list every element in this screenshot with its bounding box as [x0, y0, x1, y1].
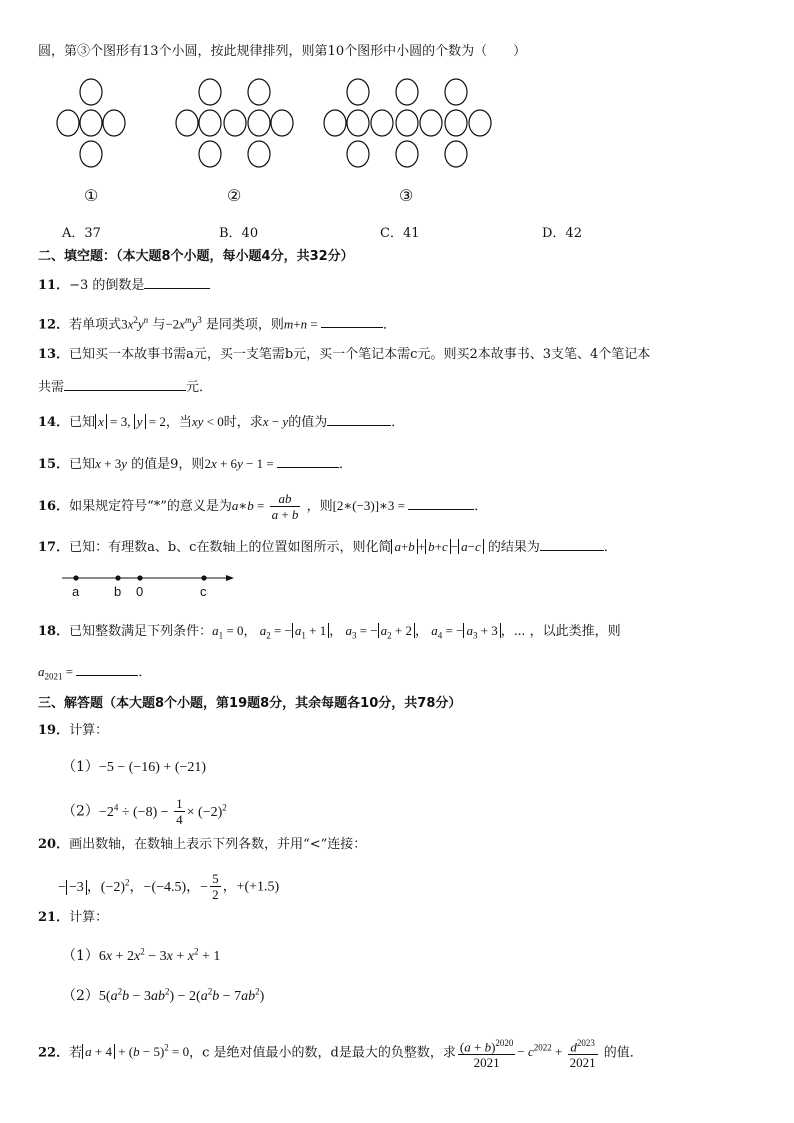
option-c: C．41 [380, 226, 420, 241]
question-13-line2 [38, 378, 212, 397]
question-14: 14．已知 x = 3, y = 2，当xy < 0时，求x − y的值为 ． [38, 414, 405, 430]
q11-text: −3 的倒数是 [69, 278, 145, 293]
q18-pre: 已知整数满足下列条件： [69, 624, 213, 639]
question-19 [38, 722, 108, 740]
q16-tail: ． [474, 499, 488, 514]
q19-p1-label: （1） [62, 759, 99, 775]
q21-number: 21． [38, 910, 70, 925]
q19-part-2: $(2)-2^4 \div (-8)$ − $\frac{1}{4}$ × $(-2)^2$ [62, 796, 227, 828]
q10-tail-text: 圆，第③个图形有13个小圆，按此规律排列，则第10个图形中小圆的个数为（ ） [38, 44, 527, 59]
q11-answer-blank [144, 276, 210, 289]
number-line-label-a: a [72, 584, 80, 599]
option-d: D．42 [542, 226, 582, 241]
section-3-title: 三、解答题（本大题8个小题，第19题8分，其余每题各10分，共78分） [38, 696, 462, 711]
q13-answer-blank [64, 378, 186, 391]
q22-mid: ，c 是绝对值最小的数，d是最大的负整数，求 [189, 1045, 456, 1061]
q16-pre: 如果规定符号“*”的意义是为 [69, 499, 232, 514]
q15-tail: ． [339, 457, 353, 472]
q21-text: 计算： [69, 910, 109, 925]
question-18: 18．已知整数满足下列条件：$a_1 = 0$， $a_2$ = − $a_1 + 1$ ， $a_3$ = − $a_2 + 2$ ， $a_4$ = − $a_3 + 3$ ，⋯ ，以此类推，则 [38, 623, 621, 641]
question-15: 15．已知x + 3y 的值是9，则2x + 6y − 1 = ． [38, 456, 353, 472]
q16-number: 16． [38, 499, 70, 514]
q15-mid: 的值是9，则 [131, 457, 205, 472]
q22-pre: 若 [69, 1045, 83, 1061]
q11-number: 11． [38, 278, 70, 293]
q18-tail: ． [138, 665, 152, 680]
question-12: 12．若单项式$3x^2y^n$ 与$-2x^my^3$ 是同类项，则m+n = ． [38, 315, 396, 333]
q15-answer-blank [277, 455, 339, 468]
q21-p1-label: （1） [62, 948, 99, 964]
question-22: 22．若 $a + 4 + (b - 5)^2 = 0$，c 是绝对值最小的数，d是最大的负整数，求 $\frac{(a + b)^{2020}}{2021}$ − $c^{2022}$ + $\frac{d^{2023}}{2021}$ 的值． [38, 1037, 643, 1070]
q21-part-1: $(1)6x + 2x^2 - 3x + x^2 + 1$ [62, 946, 221, 964]
q14-number: 14． [38, 415, 70, 430]
q14-tail: ． [391, 415, 405, 430]
question-17: 17．已知：有理数a、b、c在数轴上的位置如图所示，则化简 a+b + b+c − a−c 的结果为 ． [38, 539, 617, 555]
q21-part-2: $(2)5(a^2b - 3ab^2) - 2(a^2b - 7ab^2)$ [62, 986, 265, 1004]
question-20 [38, 836, 366, 854]
q17-tail: ． [603, 540, 617, 555]
q13-line2-post: 元． [186, 380, 213, 395]
q16-answer-blank [408, 497, 474, 510]
q17-pre: 已知：有理数a、b、c在数轴上的位置如图所示，则化简 [69, 540, 392, 555]
option-a: A．37 [62, 226, 101, 241]
q20-number: 20． [38, 837, 70, 852]
q18-post: ，以此类推，则 [529, 624, 621, 639]
q13-line1: 已知买一本故事书需a元，买一支笔需b元，买一个笔记本需c元。则买2本故事书、3支笔、4个笔记本 [69, 347, 651, 362]
q14-pre: 已知 [69, 415, 96, 430]
q12-post: 是同类项，则 [205, 317, 284, 333]
q17-number: 17． [38, 540, 70, 555]
q20-numbers: − −3 ，$(-2)^2$，−(−4.5)，− $\frac{5}{2}$ ，+(+1.5) [58, 871, 280, 903]
q15-number: 15． [38, 457, 70, 472]
q15-pre: 已知 [69, 457, 96, 472]
q12-answer-blank [321, 315, 383, 328]
q20-text: 画出数轴，在数轴上表示下列各数，并用“<”连接： [69, 837, 367, 852]
q21-p2-label: （2） [62, 988, 99, 1004]
q18-answer-blank [76, 663, 138, 676]
number-line-label-c: c [200, 584, 207, 599]
q12-pre: 若单项式 [69, 317, 122, 333]
circle-pattern-figures [0, 75, 794, 205]
q14-answer-blank [327, 413, 391, 426]
q13-line2-pre: 共需 [38, 380, 65, 395]
q22-number: 22． [38, 1045, 70, 1061]
q12-tail: ． [382, 317, 396, 333]
number-line [58, 570, 258, 590]
figure-label-3: ③ [399, 186, 414, 205]
q14-post: 的值为 [288, 415, 328, 430]
question-11 [38, 276, 210, 295]
q19-number: 19． [38, 723, 70, 738]
question-21 [38, 909, 108, 927]
q19-text: 计算： [69, 723, 109, 738]
q18-number: 18． [38, 624, 70, 639]
question-18-line2: $a_{2021}$ = ． [38, 664, 152, 682]
q14-mid2: 时，求 [223, 415, 263, 430]
question-16: 16．如果规定符号“*”的意义是为a∗b = $\frac{ab}{a + b}$ ，则[2∗(−3)]∗3 = ． [38, 490, 488, 522]
number-line-label-0: 0 [136, 584, 144, 599]
figure-label-1: ① [84, 186, 99, 205]
q17-answer-blank [540, 538, 604, 551]
q12-mid: 与 [152, 317, 166, 333]
section-2-title: 二、填空题：（本大题8个小题，每小题4分，共32分） [38, 249, 354, 264]
question-13 [38, 346, 650, 364]
q12-number: 12． [38, 317, 70, 333]
q14-mid: ，当 [165, 415, 192, 430]
q19-part-1: （1）−5 − (−16) + (−21) [62, 759, 207, 775]
number-line-label-b: b [114, 584, 122, 599]
q13-number: 13． [38, 347, 70, 362]
option-b: B．40 [219, 226, 259, 241]
q17-post: 的结果为 [487, 540, 540, 555]
q22-post: 的值． [603, 1045, 643, 1061]
q19-p2-label: （2） [62, 803, 99, 820]
figure-label-2: ② [227, 186, 242, 205]
q16-mid: ，则 [306, 499, 333, 514]
